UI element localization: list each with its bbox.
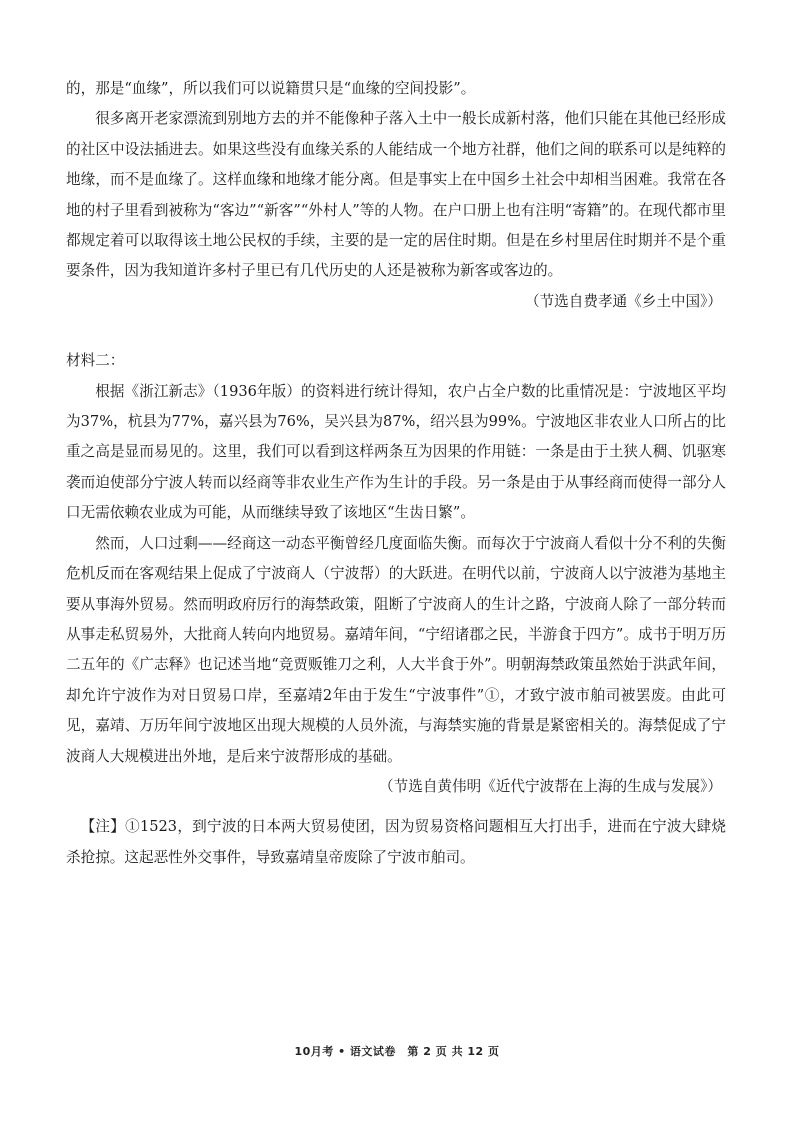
footnote-label: 【注】 (80, 818, 126, 836)
passage1-paragraph: 很多离开老家漂流到别地方去的并不能像种子落入土中一般长成新村落，他们只能在其他已经形成的社区中设法插进去。如果这些没有血缘关系的人能结成一个地方社群，他们之间的联系可以是纯粹的地缘，而不是血缘了。这样血缘和地缘才能分离。但是事实上在中国乡土社会中却相当困难。我常在各地的村子里看到被称为“客边”“新客”“外村人”等的人物。在户口册上也有注明“寄籍”的。在现代都市里都规定着可以取得该土地公民权的手续，主要的是一定的居住时期。但是在乡村里居住时期并不是个重要条件，因为我知道许多村子里已有几代历史的人还是被称为新客或客边的。 (66, 110, 726, 280)
passage1-source: （节选自费孝通《乡土中国》） (524, 292, 722, 310)
passage1-continued-line: 的，那是“血缘”，所以我们可以说籍贯只是“血缘的空间投影”。 (66, 80, 476, 97)
section-gap (66, 317, 726, 346)
footnote-text: ①1523，到宁波的日本两大贸易使团，因为贸易资格问题相互大打出手，进而在宁波大肆烧杀抢掠。这起恶性外交事件，导致嘉靖皇帝废除了宁波市舶司。 (66, 818, 726, 866)
passage2-paragraph-1: 根据《浙江新志》（1936年版）的资料进行统计得知，农户占全户数的比重情况是：宁波地区平均为37%，杭县为77%，嘉兴县为76%，吴兴县为87%，绍兴县为99%。宁波地区非农业人口所占的比重之高是显而易见的。这里，我们可以看到这样两条互为因果的作用链：一条是由于土狭人稠、饥驱寒袭而迫使部分宁波人转而以经商等非农业生产作为生计的手段。另一条是由于从事经商而使得一部分人口无需依赖农业成为可能，从而继续导致了该地区“生齿日繁”。 (66, 382, 726, 522)
page-footer: 10月考 • 语文试卷 第 2 页 共 12 页 (294, 1045, 500, 1058)
note-gap (66, 802, 726, 812)
footnote (66, 812, 726, 873)
passage2-heading: 材料二： (66, 352, 125, 370)
passage2-paragraph-2: 然而，人口过剩——经商这一动态平衡曾经几度面临失衡。而每次于宁波商人看似十分不利的失衡危机反而在客观结果上促成了宁波商人（宁波帮）的大跃进。在明代以前，宁波商人以宁波港为基地主要从事海外贸易。然而明政府厉行的海禁政策，阻断了宁波商人的生计之路，宁波商人除了一部分转而从事走私贸易外，大批商人转向内地贸易。嘉靖年间，“宁绍诸郡之民，半游食于四方”。成书于明万历二五年的《广志释》也记述当地“竞贾贩锥刀之利，人大半食于外”。明朝海禁政策虽然始于洪武年间，却允许宁波作为对日贸易口岸，至嘉靖2年由于发生“宁波事件”①，才致宁波市舶司被罢废。由此可见，嘉靖、万历年间宁波地区出现大规模的人员外流，与海禁实施的背景是紧密相关的。海禁促成了宁波商人大规模进出外地，是后来宁波帮形成的基础。 (66, 534, 726, 765)
passage2-source: （节选自黄伟明《近代宁波帮在上海的生成与发展》） (379, 777, 722, 795)
page-content (66, 74, 726, 873)
